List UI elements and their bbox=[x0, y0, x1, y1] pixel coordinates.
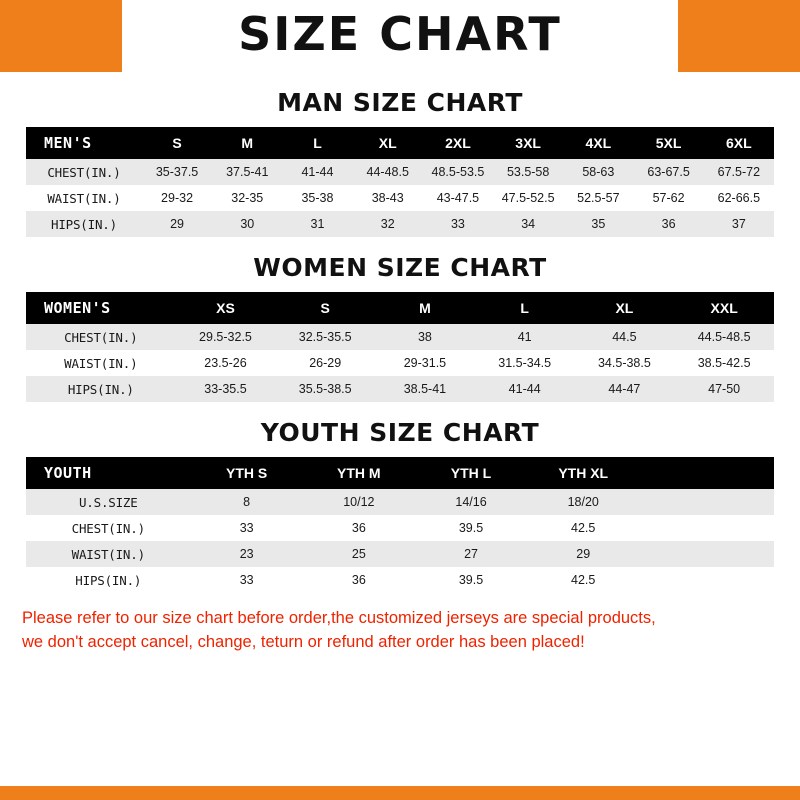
table-row bbox=[26, 567, 774, 593]
men-chest-m: 37.5-41 bbox=[212, 159, 282, 185]
women-row-label-chest: CHEST(IN.) bbox=[26, 324, 176, 350]
men-chest-5xl: 63-67.5 bbox=[633, 159, 703, 185]
men-hips-s: 29 bbox=[142, 211, 212, 237]
youth-hips-spacer bbox=[639, 567, 774, 593]
women-hips-xl: 44-47 bbox=[575, 376, 675, 402]
table-row bbox=[26, 489, 774, 515]
women-corner-label: WOMEN'S bbox=[26, 292, 176, 324]
youth-waist-l: 27 bbox=[415, 541, 527, 567]
youth-hips-m: 36 bbox=[303, 567, 415, 593]
women-row-label-hips: HIPS(IN.) bbox=[26, 376, 176, 402]
women-header-xs: XS bbox=[176, 292, 276, 324]
men-row-label-hips: HIPS(IN.) bbox=[26, 211, 142, 237]
men-waist-xl: 38-43 bbox=[353, 185, 423, 211]
youth-row-label-waist: WAIST(IN.) bbox=[26, 541, 191, 567]
youth-waist-m: 25 bbox=[303, 541, 415, 567]
men-row-label-chest: CHEST(IN.) bbox=[26, 159, 142, 185]
section-title-youth: YOUTH SIZE CHART bbox=[260, 418, 540, 447]
men-waist-m: 32-35 bbox=[212, 185, 282, 211]
men-corner-label: MEN'S bbox=[26, 127, 142, 159]
table-row bbox=[26, 185, 774, 211]
youth-waist-s: 23 bbox=[191, 541, 303, 567]
women-waist-xl: 34.5-38.5 bbox=[575, 350, 675, 376]
youth-hips-xl: 42.5 bbox=[527, 567, 639, 593]
table-row bbox=[26, 376, 774, 402]
men-hips-4xl: 35 bbox=[563, 211, 633, 237]
men-chest-6xl: 67.5-72 bbox=[704, 159, 774, 185]
men-waist-3xl: 47.5-52.5 bbox=[493, 185, 563, 211]
table-header-row bbox=[26, 292, 774, 324]
men-hips-l: 31 bbox=[282, 211, 352, 237]
table-row bbox=[26, 324, 774, 350]
youth-chest-l: 39.5 bbox=[415, 515, 527, 541]
header-banner bbox=[0, 0, 800, 72]
men-waist-6xl: 62-66.5 bbox=[704, 185, 774, 211]
table-row bbox=[26, 515, 774, 541]
women-waist-xxl: 38.5-42.5 bbox=[674, 350, 774, 376]
men-chest-s: 35-37.5 bbox=[142, 159, 212, 185]
men-header-2xl: 2XL bbox=[423, 127, 493, 159]
women-waist-m: 29-31.5 bbox=[375, 350, 475, 376]
men-chest-4xl: 58-63 bbox=[563, 159, 633, 185]
men-header-l: L bbox=[282, 127, 352, 159]
table-row bbox=[26, 211, 774, 237]
youth-chest-s: 33 bbox=[191, 515, 303, 541]
men-header-4xl: 4XL bbox=[563, 127, 633, 159]
men-hips-3xl: 34 bbox=[493, 211, 563, 237]
table-row bbox=[26, 159, 774, 185]
youth-hips-l: 39.5 bbox=[415, 567, 527, 593]
men-row-label-waist: WAIST(IN.) bbox=[26, 185, 142, 211]
section-men bbox=[0, 88, 800, 237]
women-waist-l: 31.5-34.5 bbox=[475, 350, 575, 376]
women-row-label-waist: WAIST(IN.) bbox=[26, 350, 176, 376]
women-hips-l: 41-44 bbox=[475, 376, 575, 402]
table-row bbox=[26, 541, 774, 567]
men-chest-2xl: 48.5-53.5 bbox=[423, 159, 493, 185]
men-waist-5xl: 57-62 bbox=[633, 185, 703, 211]
footer-accent-bar bbox=[0, 786, 800, 800]
youth-corner-label: YOUTH bbox=[26, 457, 191, 489]
women-header-s: S bbox=[275, 292, 375, 324]
section-title-men: MAN SIZE CHART bbox=[277, 88, 523, 117]
men-chest-3xl: 53.5-58 bbox=[493, 159, 563, 185]
men-waist-l: 35-38 bbox=[282, 185, 352, 211]
youth-hips-s: 33 bbox=[191, 567, 303, 593]
men-chest-xl: 44-48.5 bbox=[353, 159, 423, 185]
men-header-3xl: 3XL bbox=[493, 127, 563, 159]
women-chest-xs: 29.5-32.5 bbox=[176, 324, 276, 350]
page-title: SIZE CHART bbox=[238, 7, 562, 61]
youth-ussize-l: 14/16 bbox=[415, 489, 527, 515]
women-hips-m: 38.5-41 bbox=[375, 376, 475, 402]
table-header-row bbox=[26, 127, 774, 159]
youth-ussize-s: 8 bbox=[191, 489, 303, 515]
youth-header-l: YTH L bbox=[415, 457, 527, 489]
youth-chest-m: 36 bbox=[303, 515, 415, 541]
youth-header-spacer bbox=[639, 457, 774, 489]
women-chest-s: 32.5-35.5 bbox=[275, 324, 375, 350]
women-chest-xl: 44.5 bbox=[575, 324, 675, 350]
youth-waist-xl: 29 bbox=[527, 541, 639, 567]
women-waist-s: 26-29 bbox=[275, 350, 375, 376]
women-chest-xxl: 44.5-48.5 bbox=[674, 324, 774, 350]
youth-header-s: YTH S bbox=[191, 457, 303, 489]
disclaimer-line-1: Please refer to our size chart before order,the customized jerseys are special products, bbox=[22, 609, 656, 627]
youth-ussize-spacer bbox=[639, 489, 774, 515]
men-hips-6xl: 37 bbox=[704, 211, 774, 237]
women-header-l: L bbox=[475, 292, 575, 324]
men-header-s: S bbox=[142, 127, 212, 159]
men-header-6xl: 6XL bbox=[704, 127, 774, 159]
women-hips-xxl: 47-50 bbox=[674, 376, 774, 402]
youth-row-label-hips: HIPS(IN.) bbox=[26, 567, 191, 593]
youth-row-label-chest: CHEST(IN.) bbox=[26, 515, 191, 541]
section-women bbox=[0, 253, 800, 402]
women-hips-xs: 33-35.5 bbox=[176, 376, 276, 402]
men-hips-5xl: 36 bbox=[633, 211, 703, 237]
youth-waist-spacer bbox=[639, 541, 774, 567]
youth-chest-xl: 42.5 bbox=[527, 515, 639, 541]
men-waist-2xl: 43-47.5 bbox=[423, 185, 493, 211]
men-chest-l: 41-44 bbox=[282, 159, 352, 185]
men-waist-s: 29-32 bbox=[142, 185, 212, 211]
women-header-xl: XL bbox=[575, 292, 675, 324]
section-youth bbox=[0, 418, 800, 593]
women-chest-l: 41 bbox=[475, 324, 575, 350]
youth-header-xl: YTH XL bbox=[527, 457, 639, 489]
women-hips-s: 35.5-38.5 bbox=[275, 376, 375, 402]
table-header-row bbox=[26, 457, 774, 489]
men-hips-2xl: 33 bbox=[423, 211, 493, 237]
women-header-xxl: XXL bbox=[674, 292, 774, 324]
men-header-xl: XL bbox=[353, 127, 423, 159]
youth-size-table bbox=[26, 457, 774, 593]
women-waist-xs: 23.5-26 bbox=[176, 350, 276, 376]
men-hips-xl: 32 bbox=[353, 211, 423, 237]
section-title-women: WOMEN SIZE CHART bbox=[253, 253, 547, 282]
women-header-m: M bbox=[375, 292, 475, 324]
women-chest-m: 38 bbox=[375, 324, 475, 350]
disclaimer-line-2: we don't accept cancel, change, teturn or refund after order has been placed! bbox=[22, 632, 585, 651]
youth-header-m: YTH M bbox=[303, 457, 415, 489]
youth-row-label-ussize: U.S.SIZE bbox=[26, 489, 191, 515]
youth-chest-spacer bbox=[639, 515, 774, 541]
women-size-table bbox=[26, 292, 774, 402]
men-waist-4xl: 52.5-57 bbox=[563, 185, 633, 211]
men-hips-m: 30 bbox=[212, 211, 282, 237]
men-size-table bbox=[26, 127, 774, 237]
men-header-m: M bbox=[212, 127, 282, 159]
men-header-5xl: 5XL bbox=[633, 127, 703, 159]
disclaimer-note bbox=[0, 607, 800, 655]
youth-ussize-xl: 18/20 bbox=[527, 489, 639, 515]
header-banner-inner bbox=[122, 0, 678, 72]
youth-ussize-m: 10/12 bbox=[303, 489, 415, 515]
table-row bbox=[26, 350, 774, 376]
